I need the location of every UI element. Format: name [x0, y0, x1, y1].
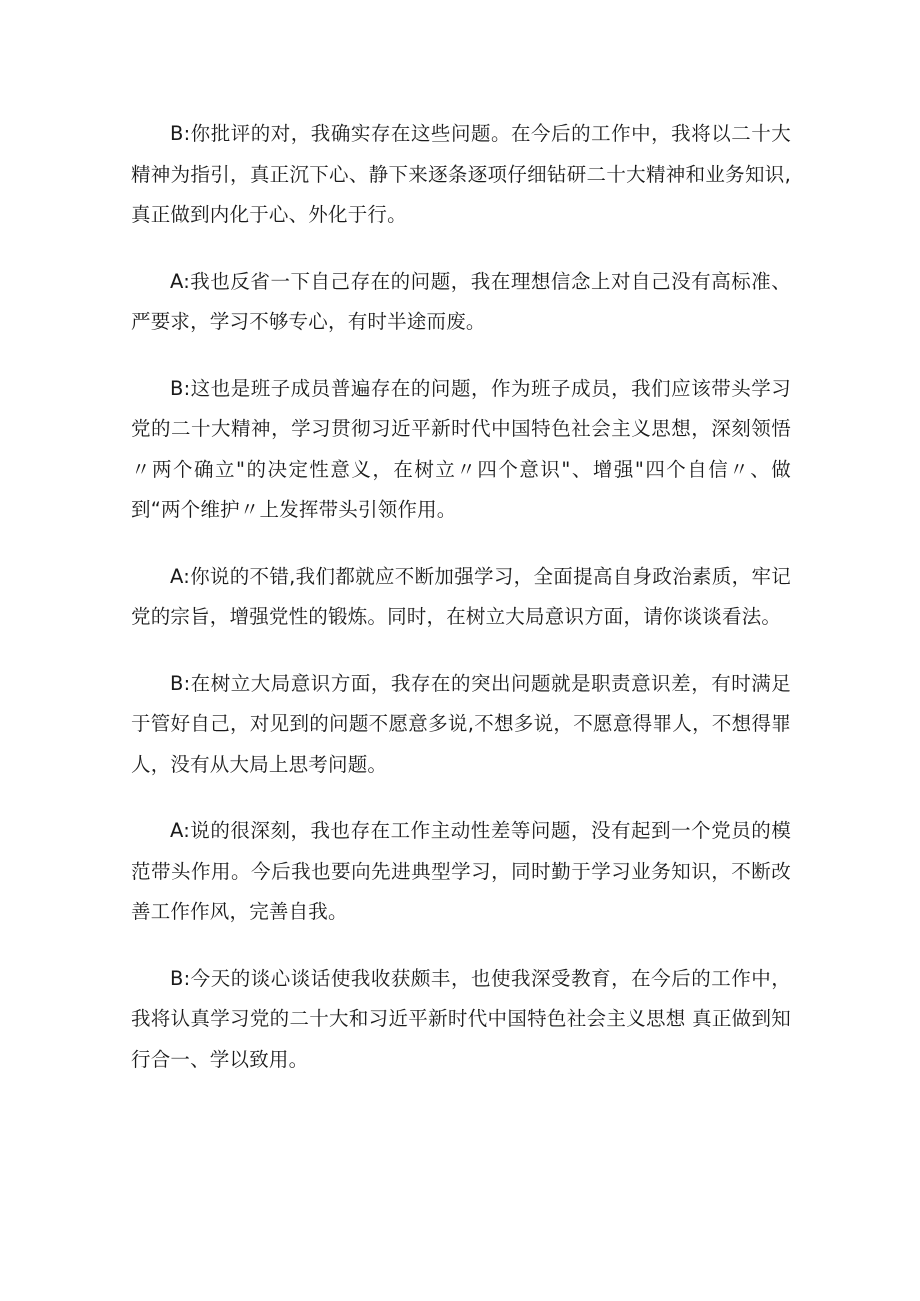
document-body	[131, 114, 791, 1106]
paragraph: A:你说的不错,我们都就应不断加强学习，全面提高自身政治素质，牢记党的宗旨，增强党性的锻炼。同时，在树立大局意识方面，请你谈谈看法。	[131, 564, 791, 628]
paragraph: B:这也是班子成员普遍存在的问题，作为班子成员，我们应该带头学习党的二十大精神，学习贯彻习近平新时代中国特色社会主义思想，深刻领悟〃两个确立"的决定性意义，在树立〃四个意识"、增强"四个自信〃、做到“两个维护〃上发挥带头引领作用。	[131, 376, 791, 521]
paragraph: A:说的很深刻，我也存在工作主动性差等问题，没有起到一个党员的模范带头作用。今后我也要向先进典型学习，同时勤于学习业务知识，不断改善工作作风，完善自我。	[131, 819, 791, 923]
paragraph: B:在树立大局意识方面，我存在的突出问题就是职责意识差，有时满足于管好自己，对见到的问题不愿意多说,不想多说，不愿意得罪人，不想得罪人，没有从大局上思考问题。	[131, 671, 791, 776]
paragraph: A:我也反省一下自己存在的问题，我在理想信念上对自己没有高标准、严要求，学习不够专心，有时半途而废。	[131, 269, 791, 333]
paragraph: B:今天的谈心谈话使我收获颇丰，也使我深受教育，在今后的工作中，我将认真学习党的二十大和习近平新时代中国特色社会主义思想 真正做到知行合一、学以致用。	[131, 966, 791, 1071]
paragraph: B:你批评的对，我确实存在这些问题。在今后的工作中，我将以二十大精神为指引，真正沉下心、静下来逐条逐项仔细钻研二十大精神和业务知识,真正做到内化于心、外化于行。	[131, 122, 791, 226]
